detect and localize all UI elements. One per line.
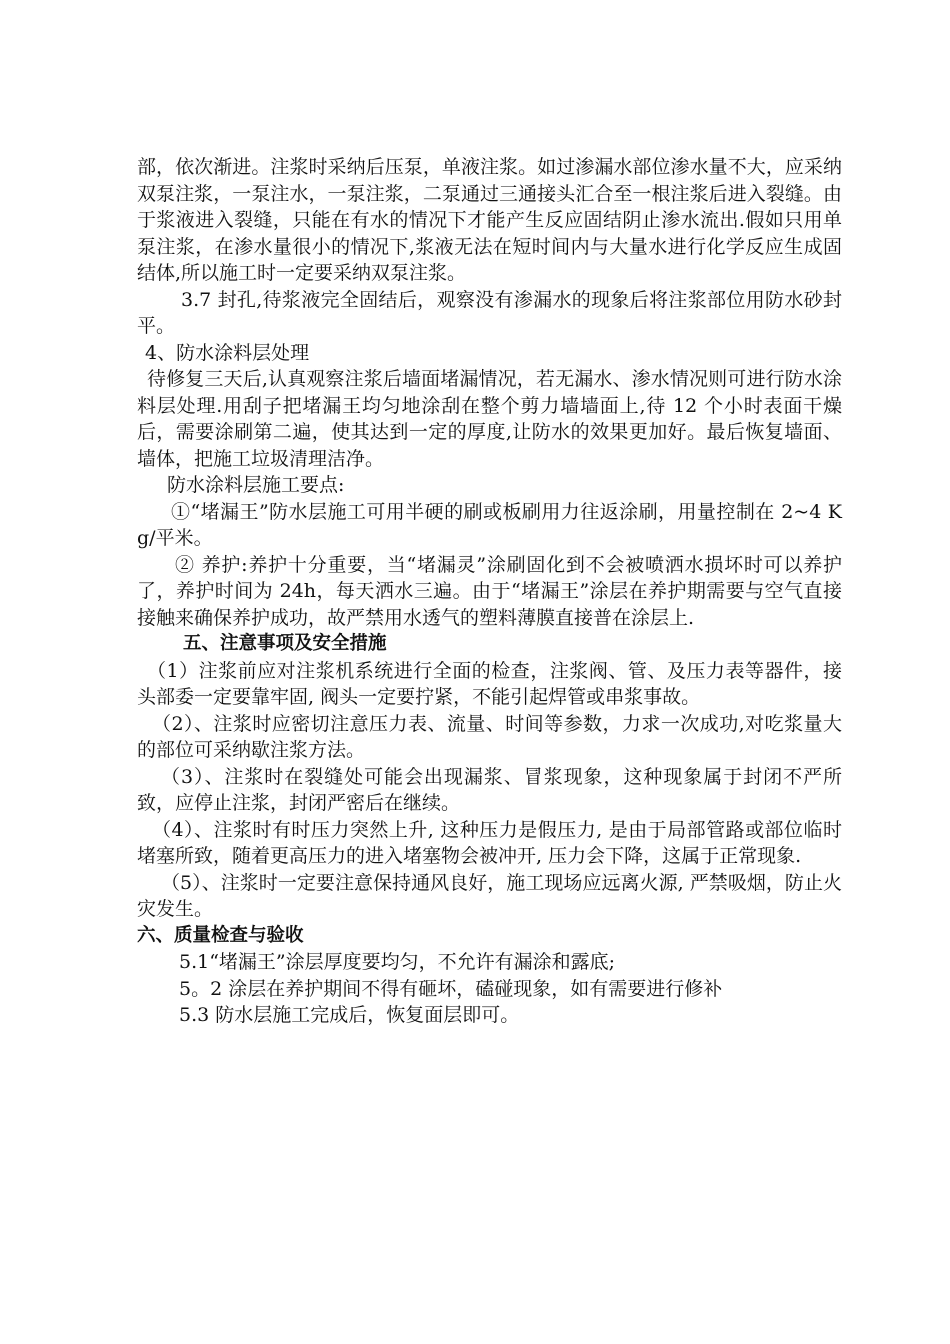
paragraph-seal-hole: 3.7 封孔,待浆液完全固结后，观察没有渗漏水的现象后将注浆部位用防水砂封平。	[137, 288, 842, 337]
paragraph-quality-1: 5.1“堵漏王”涂层厚度要均匀，不允许有漏涂和露底;	[179, 951, 616, 973]
paragraph-coating-process: 待修复三天后,认真观察注浆后墙面堵漏情况，若无漏水、渗水情况则可进行防水涂料层处理.用刮子把堵漏王均匀地涂刮在整个剪力墙墙面上,待 12 个小时表面干燥后，需要涂刷第二遍，使其达到一定的厚度,让防水的效果更加好。最后恢复墙面、墙体，把施工垃圾清理洁净。	[137, 368, 842, 470]
paragraph-coating-key-points: 防水涂料层施工要点:	[167, 474, 345, 496]
paragraph-quality-3: 5.3 防水层施工完成后，恢复面层即可。	[179, 1004, 520, 1026]
paragraph-grouting-method: 部，依次渐进。注浆时采纳后压泵，单液注浆。如过渗漏水部位渗水量不大，应采纳双泵注浆，一泵注水，一泵注浆，二泵通过三通接头汇合至一根注浆后进入裂缝。由于浆液进入裂缝，只能在有水的情况下才能产生反应固结阴止渗水流出.假如只用单泵注浆，在渗水量很小的情况下,浆液无法在短时间内与大量水进行化学反应生成固结体,所以施工时一定要采纳双泵注浆。	[137, 156, 842, 284]
heading-quality-inspection: 六、质量检查与验收	[137, 924, 304, 946]
paragraph-precaution-4: （4）、注浆时有时压力突然上升, 这种压力是假压力, 是由于局部管路或部位临时堵塞所致，随着更高压力的进入堵塞物会被冲开, 压力会下降，这属于正常现象.	[137, 818, 842, 867]
paragraph-point-two: ② 养护:养护十分重要，当“堵漏灵”涂刷固化到不会被喷洒水损坏时可以养护了，养护时间为 24h，每天洒水三遍。由于“堵漏王”涂层在养护期需要与空气直接接触来确保养护成功，故严禁用水透气的塑料薄膜直接普在涂层上.	[137, 553, 842, 629]
paragraph-precaution-3: （3）、注浆时在裂缝处可能会出现漏浆、冒浆现象，这种现象属于封闭不严所致，应停止注浆，封闭严密后在继续。	[137, 765, 842, 814]
paragraph-precaution-1: （1）注浆前应对注浆机系统进行全面的检查，注浆阀、管、及压力表等器件，接头部委一定要靠牢固, 阀头一定要拧紧，不能引起焊管或串浆事故。	[137, 659, 842, 708]
paragraph-point-one: ①“堵漏王”防水层施工可用半硬的刷或板刷用力往返涂刷，用量控制在 2~4 Kg/平米。	[137, 500, 842, 549]
paragraph-quality-2: 5。2 涂层在养护期间不得有砸坏，磕碰现象，如有需要进行修补	[179, 977, 723, 1000]
document-page	[137, 154, 842, 1029]
paragraph-precaution-2: （2）、注浆时应密切注意压力表、流量、时间等参数，力求一次成功,对吃浆量大的部位可采纳歇注浆方法。	[137, 712, 842, 761]
paragraph-precaution-5: （5）、注浆时一定要注意保持通风良好，施工现场应远离火源, 严禁吸烟，防止火灾发生。	[137, 871, 842, 920]
heading-waterproof-coating: 4、防水涂料层处理	[145, 341, 310, 364]
heading-precautions: 五、注意事项及安全措施	[183, 633, 387, 654]
